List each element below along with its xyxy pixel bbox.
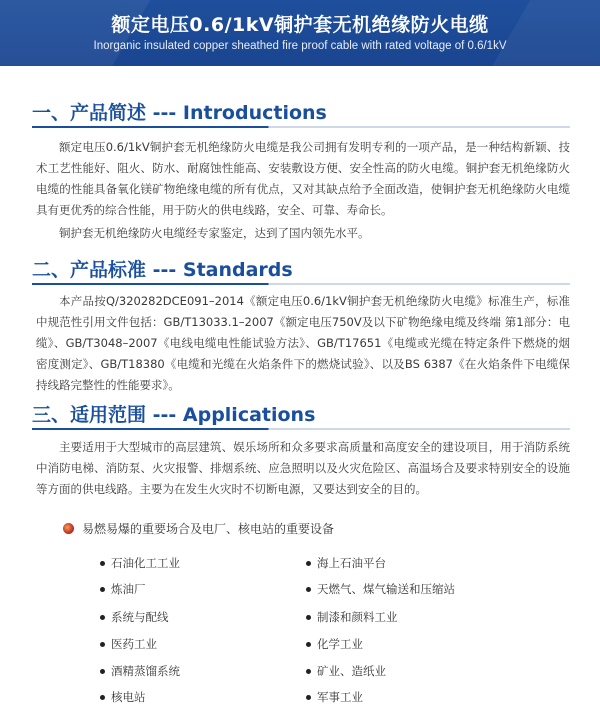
intro-paragraph-2: 铜护套无机绝缘防火电缆经专家鉴定，达到了国内领先水平。 xyxy=(59,226,370,240)
dot-icon xyxy=(306,615,311,620)
applications-text xyxy=(36,437,570,500)
list-item xyxy=(306,689,363,705)
applications-subheading xyxy=(63,520,334,537)
list-item xyxy=(100,636,157,652)
dot-icon xyxy=(306,561,311,566)
section-heading-applications: 三、适用范围 --- Applications xyxy=(32,404,316,426)
list-item xyxy=(306,555,386,571)
list-item xyxy=(100,581,146,597)
section-heading-introductions: 一、产品简述 --- Introductions xyxy=(32,102,327,124)
applications-paragraph: 主要适用于大型城市的高层建筑、娱乐场所和众多要求高质量和高度安全的建设项目，用于消防系统中消防电梯、消防泵、火灾报警、排烟系统、应急照明以及火灾危险区、高温场合及要求特别安全的设施等方面的供电线路。主要为在发生火灾时不切断电源，又要达到安全的目的。 xyxy=(36,440,570,496)
page-title: 额定电压0.6/1kV铜护套无机绝缘防火电缆 xyxy=(111,14,489,36)
list-item-label: 核电站 xyxy=(111,690,146,704)
list-item-label: 化学工业 xyxy=(317,637,363,651)
dot-icon xyxy=(100,615,105,620)
red-orb-bullet-icon xyxy=(63,523,74,534)
section-divider xyxy=(32,126,570,128)
list-item xyxy=(306,581,455,597)
intro-text xyxy=(36,137,570,244)
dot-icon xyxy=(306,669,311,674)
list-item xyxy=(100,663,180,679)
list-item-label: 石油化工工业 xyxy=(111,556,180,570)
list-item xyxy=(100,555,180,571)
list-item-label: 系统与配线 xyxy=(111,610,169,624)
list-item-label: 天燃气、煤气输送和压缩站 xyxy=(317,582,455,596)
list-item-label: 海上石油平台 xyxy=(317,556,386,570)
dot-icon xyxy=(100,669,105,674)
dot-icon xyxy=(100,587,105,592)
standards-text xyxy=(36,291,570,396)
list-item-label: 炼油厂 xyxy=(111,582,146,596)
list-item-label: 医药工业 xyxy=(111,637,157,651)
intro-paragraph-1: 额定电压0.6/1kV铜护套无机绝缘防火电缆是我公司拥有发明专利的一项产品，是一种结构新颖、技术工艺性能好、阻火、防水、耐腐蚀性能高、安装敷设方便、安全性高的防火电缆。铜护套无机绝缘防火电缆的性能具备氧化镁矿物绝缘电缆的所有优点，又对其缺点给予全面改造，使铜护套无机绝缘防火电缆具有更优秀的综合性能，用于防火的供电线路，安全、可靠、寿命长。 xyxy=(36,140,570,217)
dot-icon xyxy=(100,642,105,647)
dot-icon xyxy=(100,561,105,566)
list-item xyxy=(100,609,169,625)
dot-icon xyxy=(306,587,311,592)
list-item xyxy=(306,663,386,679)
list-item-label: 制漆和颜料工业 xyxy=(317,610,398,624)
section-heading-standards: 二、产品标准 --- Standards xyxy=(32,259,293,281)
dot-icon xyxy=(306,695,311,700)
list-item-label: 酒精蒸馏系统 xyxy=(111,664,180,678)
list-item xyxy=(306,609,398,625)
list-item-label: 军事工业 xyxy=(317,690,363,704)
section-divider xyxy=(32,283,570,285)
list-item-label: 矿业、造纸业 xyxy=(317,664,386,678)
list-item xyxy=(100,689,146,705)
dot-icon xyxy=(100,695,105,700)
applications-subheading-label: 易燃易爆的重要场合及电厂、核电站的重要设备 xyxy=(82,522,335,536)
list-item xyxy=(306,636,363,652)
standards-paragraph: 本产品按Q/320282DCE091–2014《额定电压0.6/1kV铜护套无机绝缘防火电缆》标准生产，标准中规范性引用文件包括：GB/T13033.1–2007《额定电压750V及以下矿物绝缘电缆及终端 第1部分：电缆》、GB/T3048–2007《电线电缆电性能试验方法》、GB/T17651《电缆或光缆在特定条件下燃烧的烟密度测定》、GB/T18380《电缆和光缆在火焰条件下的燃烧试验》、以及BS 6387《在火焰条件下电缆保持线路完整性的性能要求》。 xyxy=(36,294,570,392)
page-subtitle: Inorganic insulated copper sheathed fire proof cable with rated voltage of 0.6/1kV xyxy=(93,40,507,52)
dot-icon xyxy=(306,642,311,647)
section-divider xyxy=(32,428,570,430)
header-banner xyxy=(0,0,600,66)
